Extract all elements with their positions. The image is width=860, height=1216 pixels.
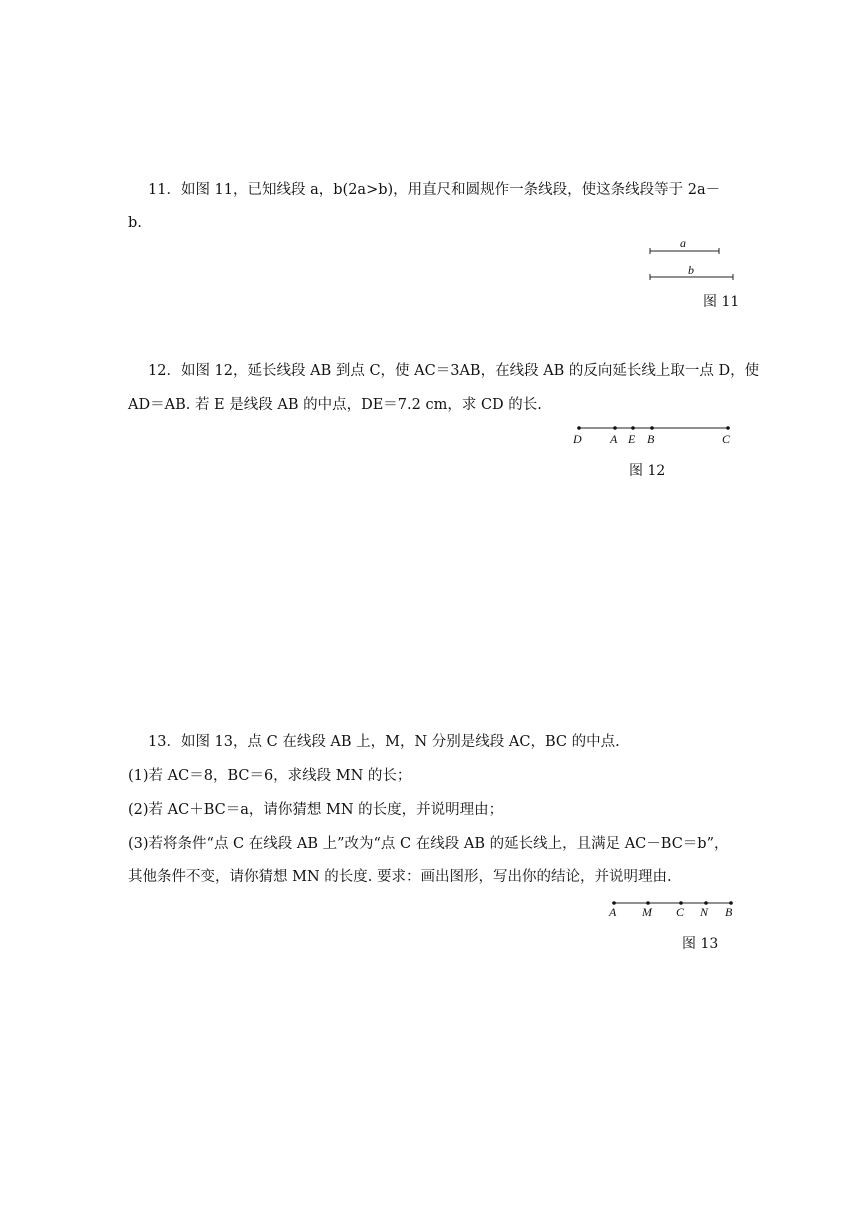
label-m: M [642,905,652,919]
label-b: b [688,263,694,277]
label-n: N [700,905,709,919]
problem-12-line-2: AD＝AB. 若 E 是线段 AB 的中点，DE＝7.2 cm，求 CD 的长. [128,397,542,413]
figure-11-caption: 图 11 [703,294,740,310]
label-c: C [676,905,685,919]
problem-13-line-4: (3)若将条件“点 C 在线段 AB 上”改为“点 C 在线段 AB 的延长线上，且满足 AC－BC＝b”， [128,836,729,852]
label-c: C [722,432,731,446]
problem-13-line-2: (1)若 AC＝8，BC＝6，求线段 MN 的长； [128,768,412,784]
label-a: a [680,236,686,250]
label-b: B [725,905,733,919]
problem-13-line-1: 13．如图 13，点 C 在线段 AB 上，M，N 分别是线段 AC，BC 的中点. [148,734,620,750]
problem-13-line-5: 其他条件不变，请你猜想 MN 的长度. 要求：画出图形，写出你的结论，并说明理由. [128,869,672,885]
problem-11-line-1: 11．如图 11，已知线段 a，b(2a>b)，用直尺和圆规作一条线段，使这条线段等于 2a－ [148,182,721,198]
label-d: D [573,432,582,446]
label-a: A [609,905,617,919]
figure-12-caption: 图 12 [629,463,666,479]
label-e: E [628,432,636,446]
label-a: A [610,432,618,446]
problem-12-line-1: 12．如图 12，延长线段 AB 到点 C，使 AC＝3AB，在线段 AB 的反向延长线上取一点 D，使 [148,363,760,379]
figure-13-caption: 图 13 [682,936,719,952]
label-b: B [647,432,655,446]
problem-11-line-2: b. [128,215,142,231]
problem-13-line-3: (2)若 AC＋BC＝a，请你猜想 MN 的长度，并说明理由； [128,802,504,818]
